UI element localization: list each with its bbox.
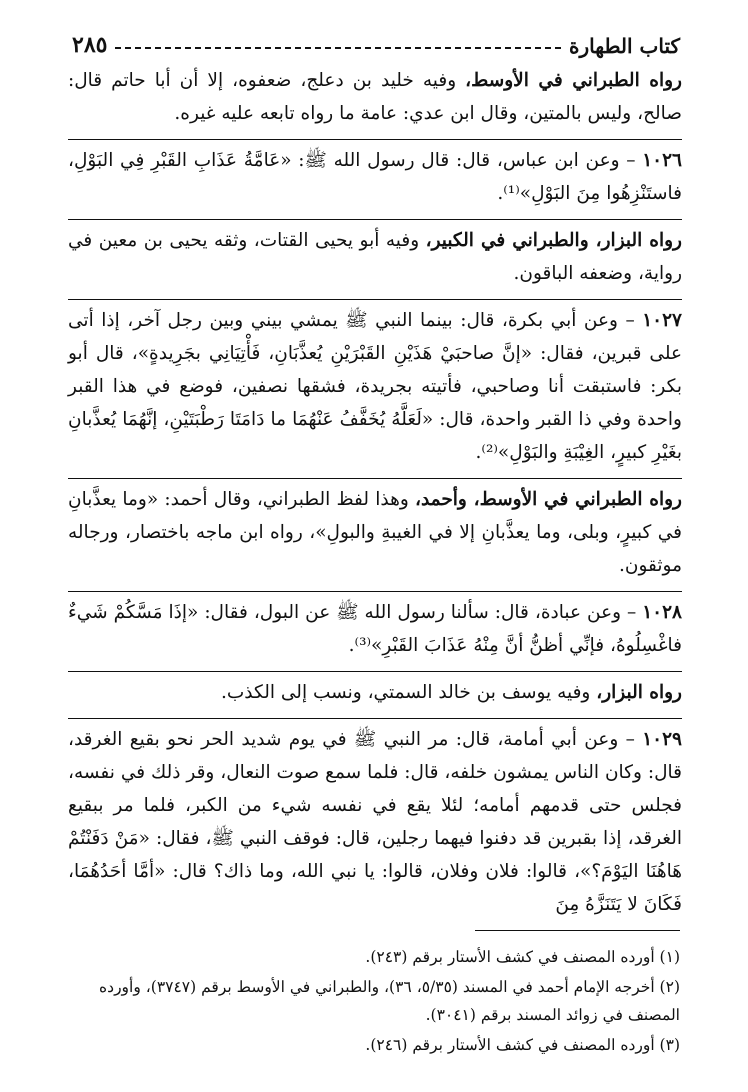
paragraph-text: وفيه أبو يحيى القتات، وثقه يحيى بن معين في رواية، وضعفه الباقون. [68,230,682,284]
hadith-paragraph [68,140,682,210]
narration-grading [68,479,682,582]
paragraph-text: وهذا لفظ الطبراني، وقال أحمد: «وما يعذَّبانِ في كبيرٍ، وبلى، وما يعذَّبانِ إلا في الغيبةِ والبولِ»، رواه ابن ماجه باختصار، ورجاله موثقون. [68,489,682,576]
page-header [72,28,680,58]
footnote: (١) أورده المصنف في كشف الأستار برقم (٢٤٣). [365,948,680,966]
header-dashed-rule [115,47,561,49]
paragraph-text: – وعن ابن عباس، قال: قال رسول الله ﷺ: «عَامَّةُ عَذَابِ القَبْرِ فِي البَوْلِ، فاستَنْزِهُوا مِنَ البَوْلِ»⁽¹⁾. [68,150,682,204]
narration-grading [68,64,682,130]
narration-grading [68,672,682,709]
hadith-number: ١٠٢٧ [642,310,682,331]
source-label: رواه البزار، [596,682,682,703]
paragraph-text: وفيه خليد بن دعلج، ضعفوه، إلا أن أبا حاتم قال: صالح، وليس بالمتين، وقال ابن عدي: عامة ما رواه تابعه عليه غيره. [68,70,682,124]
hadith-paragraph [68,719,682,921]
narration-grading [68,220,682,290]
footnote-rule [475,930,680,931]
hadith-number: ١٠٢٨ [642,602,682,623]
footnote: (٢) أخرجه الإمام أحمد في المسند (٥/٣٥، ٣٦)، والطبراني في الأوسط برقم (٣٧٤٧)، وأورده المصنف في زوائد المسند برقم (٣٠٤١). [99,978,680,1024]
running-title: كتاب الطهارة [569,34,680,58]
hadith-number: ١٠٢٦ [642,150,682,171]
source-label: رواه الطبراني في الأوسط، وأحمد، [414,489,682,510]
source-label: رواه البزار، والطبراني في الكبير، [425,230,682,251]
source-label: رواه الطبراني في الأوسط، [465,70,682,91]
paragraph-text: وفيه يوسف بن خالد السمتي، ونسب إلى الكذب. [221,682,597,703]
page-number: ٢٨٥ [72,32,108,58]
page-body [68,64,682,930]
paragraph-text: – وعن أبي أمامة، قال: مر النبي ﷺ في يوم شديد الحر نحو بقيع الغرقد، قال: وكان الناس يمشون خلفه، قال: فلما سمع صوت النعال، وقر ذلك في نفسه، فجلس حتى قدمهم أمامه؛ لئلا يقع في نفسه شيء من الكبر، فلما مر ببقيع الغرقد، إذا بقبرين قد دفنوا فيهما رجلين، قال: فوقف النبي ﷺ، فقال: «مَنْ دَفَنْتُمْ هَاهُنَا اليَوْمَ؟»، قالوا: فلان وفلان، قالوا: يا نبي الله، وما ذاك؟ قال: «أمَّا أحَدُهُمَا، فَكَانَ لا يَتَنَزَّهُ مِنَ [68,729,682,915]
footnotes [70,930,680,1061]
hadith-number: ١٠٢٩ [642,729,682,750]
paragraph-text: – وعن أبي بكرة، قال: بينما النبي ﷺ يمشي بيني وبين رجل آخر، إذا أتى على قبرين، فقال: «إنَّ صاحبَيْ هَذَيْنِ القَبْرَيْنِ يُعذَّبَانِ، فَأْتِيَانِي بجَرِيدةٍ»، قال أبو بكر: فاستبقت أنا وصاحبي، فأتيته بجريدة، فشقها نصفين، فوضع في هذا القبر واحدة وفي ذا القبر واحدة، قال: «لَعَلَّهُ يُخَفَّفُ عَنْهُمَا ما دَامَتَا رَطْبَتَيْنِ، إنَّهُمَا يُعذَّبانِ بغَيْرِ كبيرٍ، الغِيْبَةِ والبَوْلِ»⁽²⁾. [68,310,682,463]
hadith-paragraph [68,300,682,469]
hadith-paragraph [68,592,682,662]
paragraph-text: – وعن عبادة، قال: سألنا رسول الله ﷺ عن البول، فقال: «إذَا مَسَّكُمْ شَيءٌ فاغْسِلُوهُ، فإنِّي أظنُّ أنَّ مِنْهُ عَذَابَ القَبْرِ»⁽³⁾. [68,602,682,656]
footnote: (٣) أورده المصنف في كشف الأستار برقم (٢٤٦). [365,1036,680,1054]
